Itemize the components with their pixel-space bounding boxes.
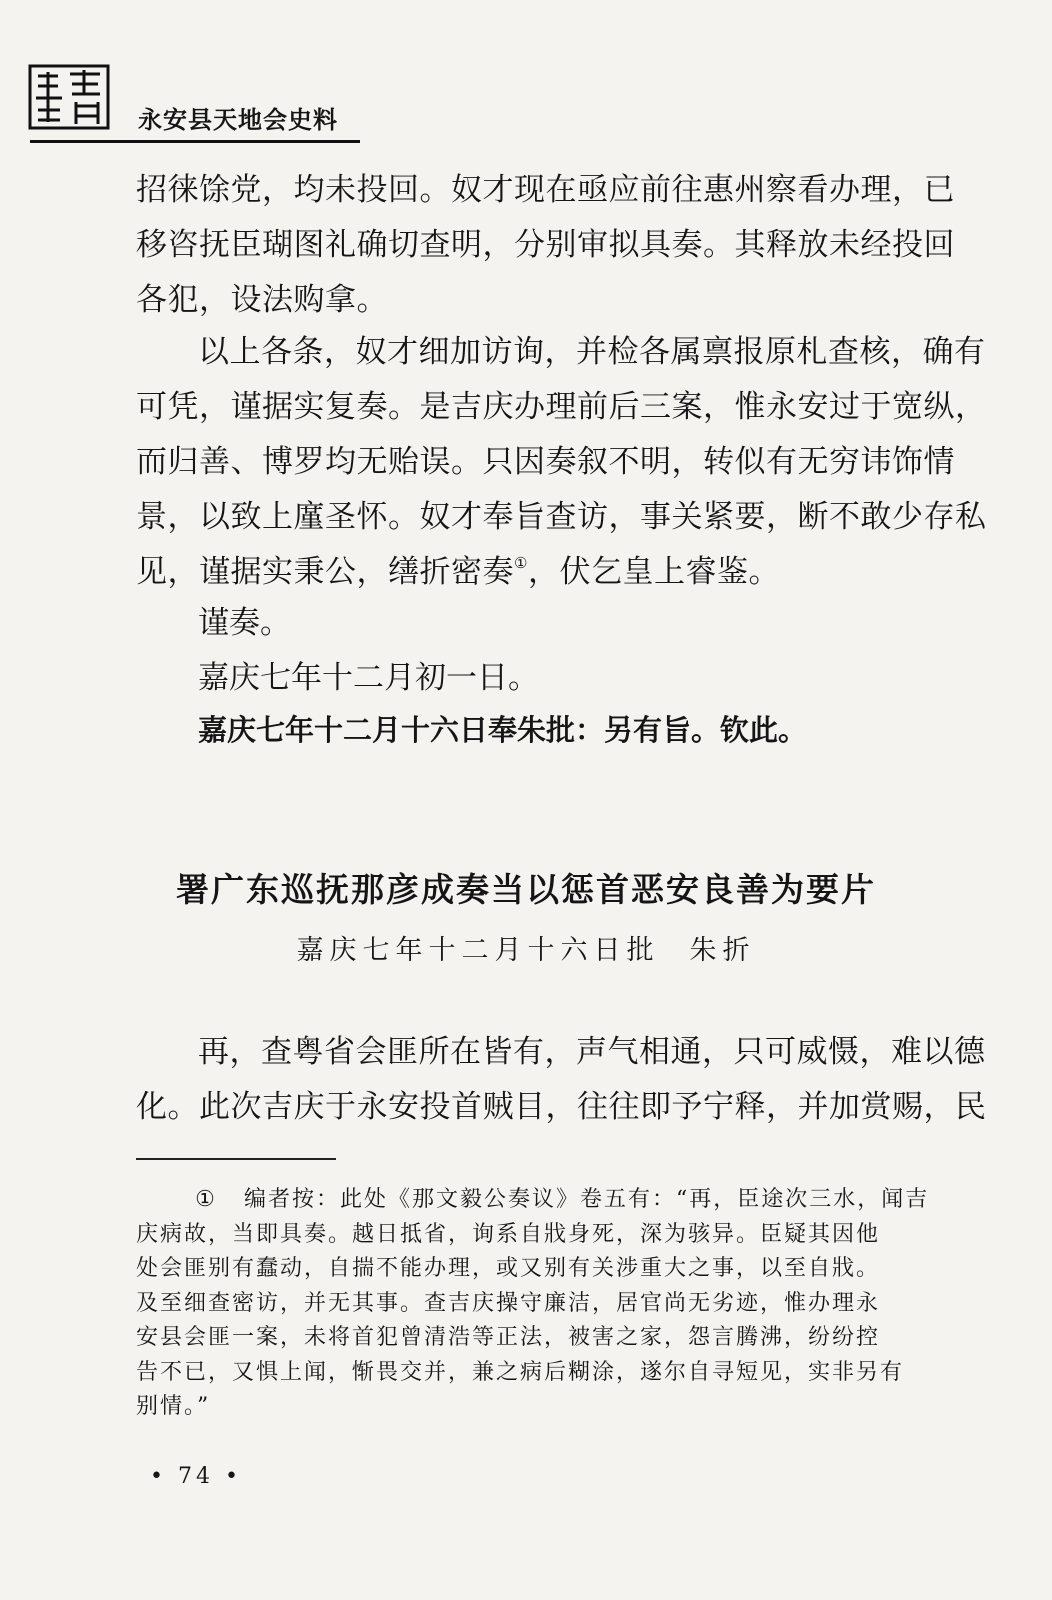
document-body (136, 1025, 987, 1135)
text-line: 化。此次吉庆于永安投首贼目，往往即予宁释，并加赏赐，民 (136, 1089, 987, 1125)
text-line: 移咨抚臣瑚图礼确切查明，分别审拟具奏。其释放未经投回 (136, 227, 955, 263)
running-title: 永安县天地会史料 (138, 106, 338, 134)
document-title: 署广东巡抚那彦成奏当以惩首恶安良善为要片 (176, 870, 876, 909)
text-line: 可凭，谨据实复奏。是吉庆办理前后三案，惟永安过于宽纵， (136, 389, 987, 425)
text-line (136, 545, 966, 600)
footnote-line: 安县会匪一案，未将首犯曾清浩等正法，被害之家，怨言腾沸，纷纷控 (136, 1325, 881, 1350)
footnote-line: 处会匪别有蠢动，自揣不能办理，或又别有关涉重大之事，以至自戕。 (136, 1256, 881, 1281)
footnote-line (136, 1183, 956, 1218)
footnote-text: 编者按：此处《那文毅公奏议》卷五有：“再，臣途次三水，闻吉 (244, 1187, 930, 1212)
document-date: 嘉庆七年十二月十六日批 (296, 935, 660, 966)
footnote-line: 告不已，又惧上闻，惭畏交并，兼之病后糊涂，遂尔自寻短见，实非另有 (136, 1359, 905, 1385)
footnote-line: 别情。” (136, 1394, 211, 1419)
memorial-paragraph-conclusion (136, 325, 987, 600)
page-number: • 74 • (150, 1464, 242, 1489)
seal-logo-icon (28, 62, 110, 132)
text-segment: ，伏乞皇上睿鉴。 (527, 554, 780, 590)
text-line: 景，以致上廑圣怀。奴才奉旨查访，事关紧要，断不敢少存私 (136, 499, 987, 535)
text-segment: 见，谨据实秉公，缮折密奏 (136, 554, 514, 590)
document-subtitle (0, 928, 1052, 967)
footnote-line: 及至细查密访，并无其事。查吉庆操守廉洁，居官尚无劣迹，惟办理永 (136, 1290, 881, 1316)
footnote-line: 庆病故，当即具奏。越日抵省，询系自戕身死，深为骇异。臣疑其因他 (136, 1221, 881, 1247)
footnote-reference: ① (514, 554, 528, 572)
header-rule (30, 140, 360, 143)
document-source: 朱折 (689, 935, 756, 966)
text-line: 而归善、博罗均无贻误。只因奏叙不明，转似有无穷讳饰情 (136, 444, 955, 480)
footnote-rule (136, 1158, 336, 1160)
text-line: 再，查粤省会匪所在皆有，声气相通，只可威慑，难以德 (198, 1034, 986, 1070)
closing-date: 嘉庆七年十二月初一日。 (198, 660, 539, 696)
closing-respectfully: 谨奏。 (198, 605, 291, 641)
footnote-mark: ① (195, 1187, 217, 1212)
memorial-paragraph-continued (136, 163, 966, 328)
text-line: 以上各条，奴才细加访询，并检各属禀报原札查核，确有 (198, 334, 986, 370)
imperial-rescript: 嘉庆七年十二月十六日奉朱批：另有旨。钦此。 (198, 713, 808, 747)
text-line: 招徕馀党，均未投回。奴才现在亟应前往惠州察看办理，已 (136, 172, 955, 208)
footnote (136, 1183, 956, 1425)
text-line: 各犯，设法购拿。 (136, 282, 388, 318)
